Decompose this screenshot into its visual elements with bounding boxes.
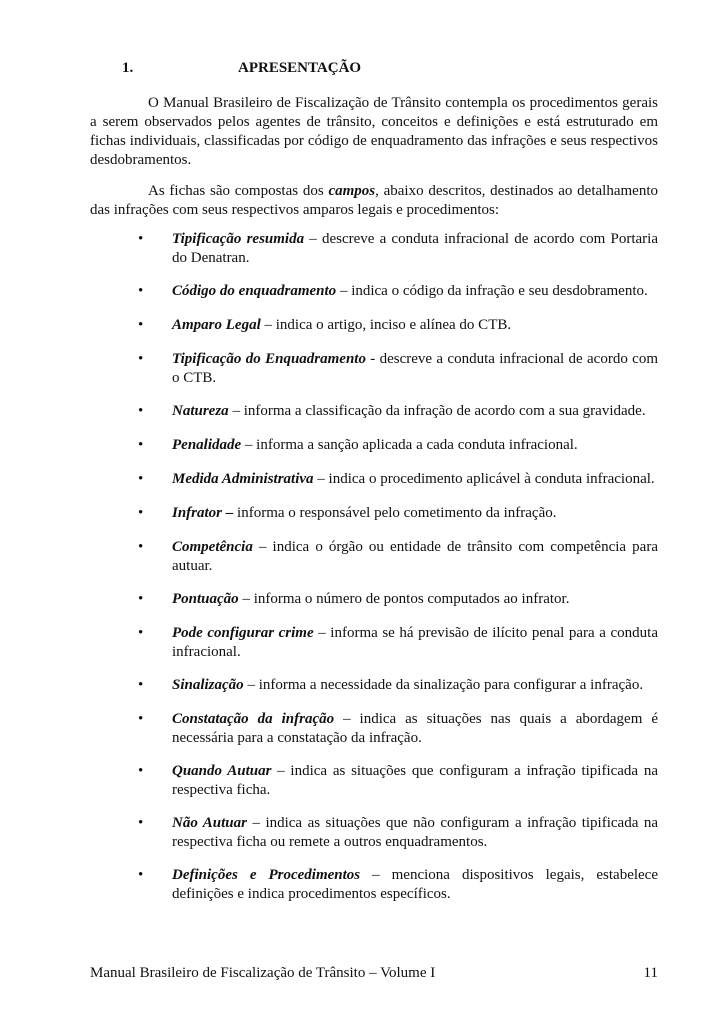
- bullet-icon: •: [138, 231, 144, 247]
- field-term: Tipificação do Enquadramento: [172, 351, 366, 367]
- field-term: Código do enquadramento: [172, 283, 337, 299]
- list-item-text: [172, 866, 658, 904]
- bullet-icon: •: [138, 283, 144, 299]
- list-item-text: [172, 402, 658, 421]
- field-description: informa o responsável pelo cometimento da infração.: [233, 505, 557, 521]
- bullet-icon: •: [138, 677, 144, 693]
- bullet-icon: •: [138, 867, 144, 883]
- list-item-text: [172, 504, 658, 523]
- field-description: – indica o procedimento aplicável à conduta infracional.: [313, 471, 655, 487]
- list-item-text: [172, 350, 658, 388]
- bullet-icon: •: [138, 815, 144, 831]
- bullet-icon: •: [138, 539, 144, 555]
- list-item-text: [172, 762, 658, 800]
- list-item-text: [172, 538, 658, 576]
- field-description: - descreve a conduta infracional de acordo com o CTB.: [172, 351, 658, 386]
- fields-intro-emphasis: campos: [328, 183, 376, 199]
- list-item-text: [172, 316, 658, 335]
- field-description: – indica o código da infração e seu desdobramento.: [336, 283, 648, 299]
- footer-title: Manual Brasileiro de Fiscalização de Trânsito – Volume I: [90, 965, 436, 981]
- field-description: – indica o artigo, inciso e alínea do CTB.: [260, 317, 512, 333]
- list-item-text: [172, 710, 658, 748]
- field-term: Não Autuar: [172, 815, 247, 831]
- section-title: APRESENTAÇÃO: [238, 60, 362, 76]
- field-term: Pontuação: [172, 591, 239, 607]
- field-description: – informa a classificação da infração de acordo com a sua gravidade.: [228, 403, 646, 419]
- page-number: 11: [643, 965, 658, 981]
- field-description: – menciona dispositivos legais, estabelece definições e indica procedimentos específicos.: [172, 867, 658, 902]
- field-description: – informa a necessidade da sinalização para configurar a infração.: [243, 677, 644, 693]
- list-item-text: [172, 814, 658, 852]
- page-footer: [90, 965, 658, 982]
- bullet-icon: •: [138, 763, 144, 779]
- bullet-icon: •: [138, 591, 144, 607]
- list-item-text: [172, 624, 658, 662]
- fields-intro-text: As fichas são compostas dos: [148, 183, 329, 199]
- bullet-icon: •: [138, 437, 144, 453]
- list-item-text: [172, 230, 658, 268]
- field-term: Natureza: [172, 403, 229, 419]
- bullet-icon: •: [138, 471, 144, 487]
- field-description: – indica as situações que configuram a infração tipificada na respectiva ficha.: [172, 763, 659, 798]
- field-term: Amparo Legal: [172, 317, 261, 333]
- field-term: Competência: [172, 539, 253, 555]
- fields-intro-paragraph: [90, 182, 658, 220]
- bullet-icon: •: [138, 625, 144, 641]
- field-description: – indica as situações nas quais a abordagem é necessária para a constatação da infração.: [172, 711, 658, 746]
- list-item-text: [172, 436, 658, 455]
- field-term: Constatação da infração: [172, 711, 335, 727]
- list-item-text: [172, 470, 658, 489]
- list-item-text: [172, 676, 658, 695]
- field-term: Infrator –: [172, 505, 234, 521]
- bullet-icon: •: [138, 711, 144, 727]
- field-term: Pode configurar crime: [172, 625, 314, 641]
- fields-intro-text-end: , abaixo descritos, destinados ao detalhamento das infrações com seus respectivos amparos legais e procedimentos:: [90, 183, 658, 218]
- field-description: – informa a sanção aplicada a cada conduta infracional.: [241, 437, 578, 453]
- section-number: 1.: [122, 60, 134, 76]
- bullet-icon: •: [138, 403, 144, 419]
- field-description: – descreve a conduta infracional de acordo com Portaria do Denatran.: [172, 231, 658, 266]
- list-item-text: [172, 590, 658, 609]
- field-term: Penalidade: [172, 437, 242, 453]
- bullet-icon: •: [138, 505, 144, 521]
- field-term: Tipificação resumida: [172, 231, 305, 247]
- field-term: Medida Administrativa: [172, 471, 314, 487]
- field-description: – informa se há previsão de ilícito penal para a conduta infracional.: [172, 625, 658, 660]
- field-term: Sinalização: [172, 677, 244, 693]
- field-term: Definições e Procedimentos: [172, 867, 361, 883]
- bullet-icon: •: [138, 351, 144, 367]
- field-description: – indica as situações que não configuram a infração tipificada na respectiva ficha ou remete a outros enquadramentos.: [172, 815, 658, 850]
- field-term: Quando Autuar: [172, 763, 272, 779]
- intro-paragraph: O Manual Brasileiro de Fiscalização de Trânsito contempla os procedimentos gerais a serem observados pelos agentes de trânsito, conceitos e definições e está estruturado em fichas individuais, classificadas por código de enquadramento das infrações e seus respectivos desdobramentos.: [90, 95, 658, 168]
- list-item-text: [172, 282, 658, 301]
- field-description: – indica o órgão ou entidade de trânsito com competência para autuar.: [172, 539, 658, 574]
- bullet-icon: •: [138, 317, 144, 333]
- field-description: – informa o número de pontos computados ao infrator.: [238, 591, 570, 607]
